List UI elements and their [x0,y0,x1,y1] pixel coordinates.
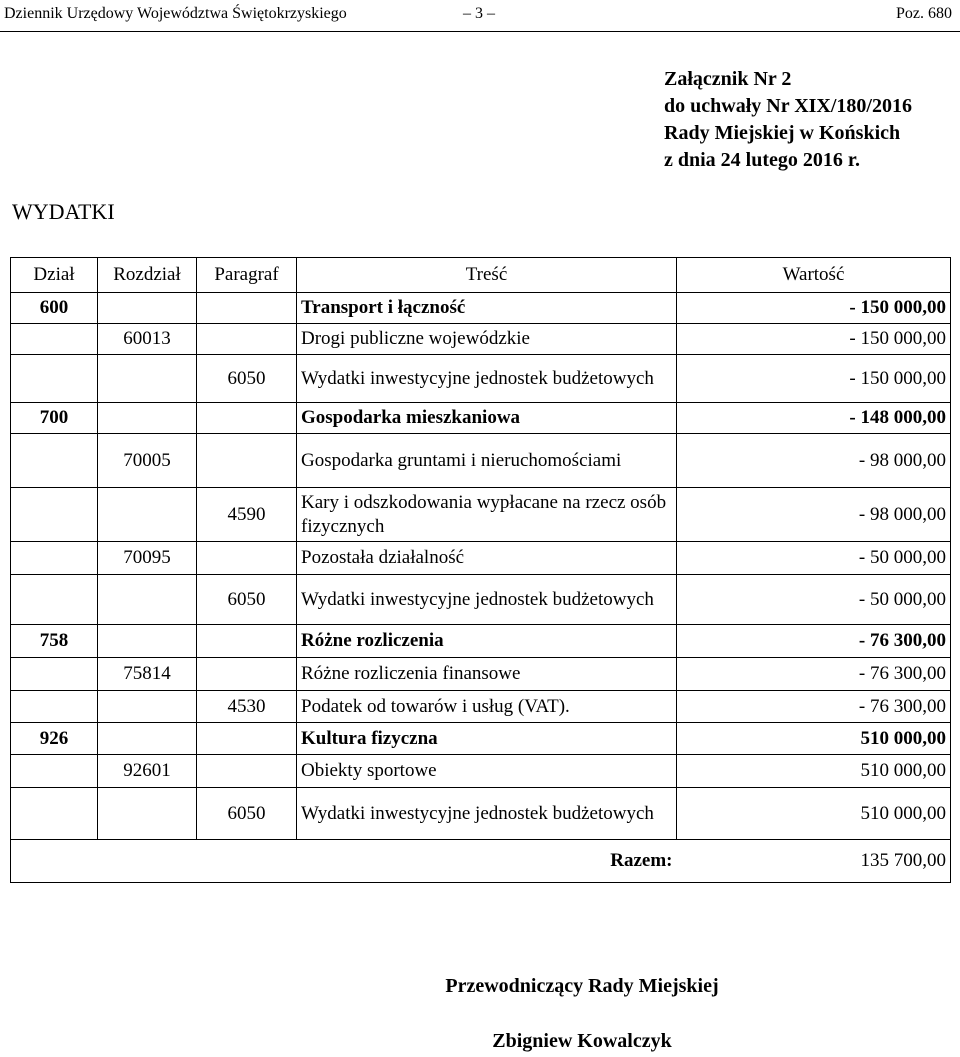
cell-dzial [11,755,98,788]
cell-tresc: Kultura fizyczna [297,723,677,755]
header-tresc: Treść [297,258,677,293]
annex-line-1: Załącznik Nr 2 [664,68,792,90]
section-title: WYDATKI [12,199,115,224]
cell-wartosc: - 150 000,00 [677,293,951,324]
cell-dzial [11,658,98,691]
signature-name: Zbigniew Kowalczyk [492,1030,672,1052]
cell-tresc: Kary i odszkodowania wypłacane na rzecz osób fizycznych [297,488,677,542]
cell-rozdzial: 60013 [98,324,197,355]
cell-dzial: 700 [11,403,98,434]
cell-dzial [11,691,98,723]
cell-rozdzial [98,723,197,755]
cell-wartosc: 510 000,00 [677,723,951,755]
table-row [11,691,951,723]
table-header-row [11,258,951,293]
cell-tresc: Wydatki inwestycyjne jednostek budżetowych [297,575,677,625]
cell-rozdzial [98,575,197,625]
cell-tresc: Podatek od towarów i usług (VAT). [297,691,677,723]
header-paragraf: Paragraf [197,258,297,293]
header-dzial: Dział [11,258,98,293]
table-row [11,625,951,658]
cell-rozdzial: 70005 [98,434,197,488]
cell-wartosc: - 98 000,00 [677,488,951,542]
cell-tresc: Gospodarka mieszkaniowa [297,403,677,434]
annex-line-4: z dnia 24 lutego 2016 r. [664,149,860,171]
page-header [0,0,960,32]
cell-rozdzial [98,691,197,723]
cell-paragraf [197,625,297,658]
cell-wartosc: - 150 000,00 [677,355,951,403]
cell-paragraf: 6050 [197,788,297,840]
header-wartosc: Wartość [677,258,951,293]
cell-rozdzial: 92601 [98,755,197,788]
cell-tresc: Pozostała działalność [297,542,677,575]
cell-paragraf: 6050 [197,575,297,625]
table-row [11,575,951,625]
signature-role: Przewodniczący Rady Miejskiej [445,975,719,997]
cell-dzial [11,542,98,575]
table-row [11,723,951,755]
cell-dzial [11,488,98,542]
cell-dzial: 926 [11,723,98,755]
cell-wartosc: - 76 300,00 [677,658,951,691]
cell-dzial [11,434,98,488]
cell-rozdzial [98,625,197,658]
cell-rozdzial: 70095 [98,542,197,575]
cell-paragraf [197,403,297,434]
total-label: Razem: [11,840,677,883]
page-number: – 3 – [463,5,495,22]
cell-wartosc: - 76 300,00 [677,691,951,723]
cell-dzial [11,575,98,625]
cell-paragraf: 6050 [197,355,297,403]
cell-wartosc: - 148 000,00 [677,403,951,434]
cell-wartosc: - 150 000,00 [677,324,951,355]
cell-wartosc: 510 000,00 [677,755,951,788]
cell-paragraf: 4590 [197,488,297,542]
table-row [11,755,951,788]
table-row [11,434,951,488]
annex-line-2: do uchwały Nr XIX/180/2016 [664,95,912,117]
cell-tresc: Wydatki inwestycyjne jednostek budżetowych [297,788,677,840]
expenses-table [10,257,951,883]
header-rozdzial: Rozdział [98,258,197,293]
cell-tresc: Różne rozliczenia [297,625,677,658]
table-row [11,293,951,324]
table-row [11,658,951,691]
cell-rozdzial [98,403,197,434]
cell-tresc: Różne rozliczenia finansowe [297,658,677,691]
cell-wartosc: 510 000,00 [677,788,951,840]
cell-tresc: Obiekty sportowe [297,755,677,788]
table-row [11,403,951,434]
cell-rozdzial [98,788,197,840]
cell-tresc: Drogi publiczne wojewódzkie [297,324,677,355]
total-value: 135 700,00 [677,840,951,883]
cell-dzial: 600 [11,293,98,324]
cell-paragraf [197,658,297,691]
cell-wartosc: - 98 000,00 [677,434,951,488]
cell-dzial [11,355,98,403]
cell-tresc: Transport i łączność [297,293,677,324]
cell-wartosc: - 50 000,00 [677,542,951,575]
cell-paragraf [197,542,297,575]
cell-wartosc: - 76 300,00 [677,625,951,658]
cell-paragraf: 4530 [197,691,297,723]
cell-rozdzial [98,488,197,542]
cell-dzial: 758 [11,625,98,658]
cell-rozdzial [98,293,197,324]
total-row [11,840,951,883]
table-row [11,355,951,403]
cell-paragraf [197,434,297,488]
cell-paragraf [197,324,297,355]
table-row [11,488,951,542]
cell-paragraf [197,723,297,755]
table-row [11,324,951,355]
cell-paragraf [197,293,297,324]
annex-line-3: Rady Miejskiej w Końskich [664,122,901,144]
cell-rozdzial: 75814 [98,658,197,691]
annex-block [664,66,912,174]
cell-dzial [11,324,98,355]
cell-rozdzial [98,355,197,403]
cell-wartosc: - 50 000,00 [677,575,951,625]
cell-dzial [11,788,98,840]
cell-tresc: Wydatki inwestycyjne jednostek budżetowych [297,355,677,403]
table-row [11,542,951,575]
cell-tresc: Gospodarka gruntami i nieruchomościami [297,434,677,488]
position-number: Poz. 680 [896,5,952,22]
table-row [11,788,951,840]
publication-title: Dziennik Urzędowy Województwa Świętokrzyskiego [4,5,347,22]
cell-paragraf [197,755,297,788]
